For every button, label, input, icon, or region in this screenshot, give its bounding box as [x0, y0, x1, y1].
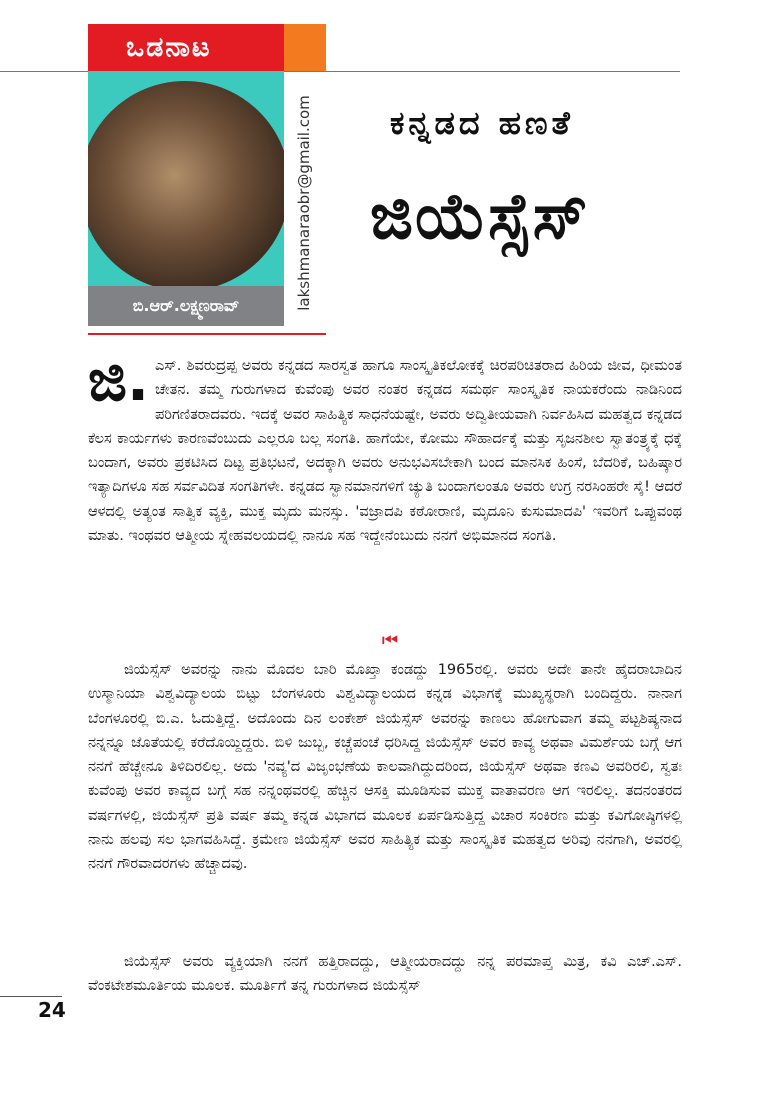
article-paragraph: ಜಿಯೆಸ್ಸೆಸ್ ಅವರು ವ್ಯಕ್ತಿಯಾಗಿ ನನಗೆ ಹತ್ತಿರಾದದ್ದು, ಆತ್ಮೀಯರಾದದ್ದು ನನ್ನ ಪರಮಾಪ್ತ ಮಿತ್ರ, ಕವಿ ಎಚ್.ಎಸ್. ವೆಂಕಟೇಶಮೂರ್ತಿಯ ಮೂಲಕ. ಮೂರ್ತಿಗೆ ತನ್ನ ಗುರುಗಳಾದ ಜಿಯೆಸ್ಸೆಸ್	[88, 954, 682, 995]
section-break-icon: ⏮	[381, 630, 399, 651]
drop-cap: ಜಿ.	[88, 346, 150, 414]
page-number: 24	[38, 998, 66, 1022]
author-photo	[88, 71, 284, 286]
headline-kicker: ಕನ್ನಡದ ಹಣತೆ	[390, 104, 574, 142]
author-name: ಬಿ.ಆರ್.ಲಕ್ಷ್ಮಣರಾವ್	[88, 286, 284, 326]
paragraph-text: ಎಸ್. ಶಿವರುದ್ರಪ್ಪ ಅವರು ಕನ್ನಡದ ಸಾರಸ್ವತ ಹಾಗೂ ಸಾಂಸ್ಕೃತಿಕಲೋಕಕ್ಕೆ ಚಿರಪರಿಚಿತರಾದ ಹಿರಿಯ ಜೀವ, ಧೀಮಂತ ಚೇತನ. ತಮ್ಮ ಗುರುಗಳಾದ ಕುವೆಂಪು ಅವರ ನಂತರ ಕನ್ನಡದ ಸಮರ್ಥ ಸಾಂಸ್ಕೃತಿಕ ನಾಯಕರೆಂದು ನಾಡಿನಿಂದ ಪರಿಗಣಿತರಾದವರು. ಇದಕ್ಕೆ ಅವರ ಸಾಹಿತ್ಯಿಕ ಸಾಧನೆಯಷ್ಟೇ, ಅವರು ಅದ್ವಿತೀಯವಾಗಿ ನಿರ್ವಹಿಸಿದ ಮಹತ್ವದ ಕನ್ನಡದ ಕೆಲಸ ಕಾರ್ಯಗಳು ಕಾರಣವೆಂಬುದು ಎಲ್ಲರೂ ಬಲ್ಲ ಸಂಗತಿ. ಹಾಗೆಯೇ, ಕೋಮು ಸೌಹಾರ್ದಕ್ಕೆ ಮತ್ತು ಸೃಜನಶೀಲ ಸ್ವಾತಂತ್ರ್ಯಕ್ಕೆ ಧಕ್ಕೆ ಬಂದಾಗ, ಅವರು ಪ್ರಕಟಿಸಿದ ದಿಟ್ಟ ಪ್ರತಿಭಟನೆ, ಅದಕ್ಕಾಗಿ ಅವರು ಅನುಭವಿಸಬೇಕಾಗಿ ಬಂದ ಮಾನಸಿಕ ಹಿಂಸೆ, ಬೆದರಿಕೆ, ಬಹಿಷ್ಕಾರ ಇತ್ಯಾದಿಗಳೂ ಸಹ ಸರ್ವವಿದಿತ ಸಂಗತಿಗಳೇ. ಕನ್ನಡದ ಸ್ವಾನಮಾನಗಳಿಗೆ ಚ್ಯುತಿ ಬಂದಾಗಲಂತೂ ಅವರು ಉಗ್ರ ನರಸಿಂಹರೇ ಸೈ! ಆದರೆ ಆಳದಲ್ಲಿ ಅತ್ಯಂತ ಸಾತ್ವಿಕ ವ್ಯಕ್ತಿ, ಮುಕ್ತ ಮೃದು ಮನಸ್ಸು. 'ವಜ್ರಾದಪಿ ಕಠೋರಾಣಿ, ಮೃದೂನಿ ಕುಸುಮಾದಪಿ' ಇವರಿಗೆ ಒಪ್ಪುವಂಥ ಮಾತು. ಇಂಥವರ ಆತ್ಮೀಯ ಸ್ನೇಹವಲಯದಲ್ಲಿ ನಾನೂ ಸಹ ಇದ್ದೇನೆಂಬುದು ನನಗೆ ಅಭಿಮಾನದ ಸಂಗತಿ.	[88, 358, 682, 545]
headline-title: ಜಿಯೆಸ್ಸೆಸ್	[370, 180, 590, 254]
article-paragraph	[88, 346, 682, 548]
folio-rule	[0, 996, 62, 997]
header-accent-strip	[284, 24, 326, 71]
column-name: ಒಡನಾಟ	[88, 24, 284, 71]
article-paragraph: ಜಿಯೆಸ್ಸೆಸ್ ಅವರನ್ನು ನಾನು ಮೊದಲ ಬಾರಿ ಮೊಖ್ತಾ ಕಂಡದ್ದು 1965ರಲ್ಲಿ. ಅವರು ಅದೇ ತಾನೇ ಹೈದರಾಬಾದಿನ ಉಸ್ಮಾನಿಯಾ ವಿಶ್ವವಿದ್ಯಾಲಯ ಬಿಟ್ಟು ಬೆಂಗಳೂರು ವಿಶ್ವವಿದ್ಯಾಲಯದ ಕನ್ನಡ ವಿಭಾಗಕ್ಕೆ ಮುಖ್ಯಸ್ಥರಾಗಿ ಬಂದಿದ್ದರು. ನಾನಾಗ ಬೆಂಗಳೂರಲ್ಲಿ ಬಿ.ಎ. ಓದುತ್ತಿದ್ದೆ. ಅದೊಂದು ದಿನ ಲಂಕೇಶ್ ಜಿಯೆಸ್ಸೆಸ್ ಅವರನ್ನು ಕಾಣಲು ಹೋಗುವಾಗ ತಮ್ಮ ಪಟ್ಟಶಿಷ್ಯನಾದ ನನ್ನನ್ನೂ ಜೊತೆಯಲ್ಲಿ ಕರೆದೊಯ್ದಿದ್ದರು. ಬಿಳಿ ಜುಬ್ಬ, ಕಚ್ಚೆಪಂಚೆ ಧರಿಸಿದ್ದ ಜಿಯೆಸ್ಸೆಸ್ ಅವರ ಕಾವ್ಯ ಅಥವಾ ವಿಮರ್ಶೆಯ ಬಗ್ಗೆ ಆಗ ನನಗೆ ಹೆಚ್ಚೇನೂ ತಿಳಿದಿರಲಿಲ್ಲ. ಅದು 'ನವ್ಯ'ದ ವಿಜೃಂಭಣೆಯ ಕಾಲವಾಗಿದ್ದುದರಿಂದ, ಜಿಯೆಸ್ಸೆಸ್ ಅಥವಾ ಕಣವಿ ಅವರಿರಲಿ, ಸ್ವತಃ ಕುವೆಂಪು ಅವರ ಕಾವ್ಯದ ಬಗ್ಗೆ ಸಹ ನನ್ನಂಥವರಲ್ಲಿ ಹೆಚ್ಚಿನ ಆಸಕ್ತಿ ಮೂಡಿಸುವ ಮುಕ್ತ ವಾತಾವರಣ ಆಗ ಇರಲಿಲ್ಲ. ತದನಂತರದ ವರ್ಷಗಳಲ್ಲಿ, ಜಿಯೆಸ್ಸೆಸ್ ಪ್ರತಿ ವರ್ಷ ತಮ್ಮ ಕನ್ನಡ ವಿಭಾಗದ ಮೂಲಕ ಏರ್ಪಡಿಸುತ್ತಿದ್ದ ವಿಚಾರ ಸಂಕಿರಣ ಮತ್ತು ಕವಿಗೋಷ್ಠಿಗಳಲ್ಲಿ ನಾನು ಹಲವು ಸಲ ಭಾಗವಹಿಸಿದ್ದೆ. ಕ್ರಮೇಣ ಜಿಯೆಸ್ಸೆಸ್ ಅವರ ಸಾಹಿತ್ಯಿಕ ಮತ್ತು ಸಾಂಸ್ಕೃತಿಕ ಮಹತ್ವದ ಅರಿವು ನನಗಾಗಿ, ಅವರಲ್ಲಿ ನನಗೆ ಗೌರವಾದರಗಳು ಹೆಚ್ಚಾದವು.	[88, 662, 682, 873]
author-email: lakshmanaraobr@gmail.com	[295, 95, 313, 311]
byline-rule	[88, 333, 326, 335]
author-portrait-image	[88, 81, 284, 286]
